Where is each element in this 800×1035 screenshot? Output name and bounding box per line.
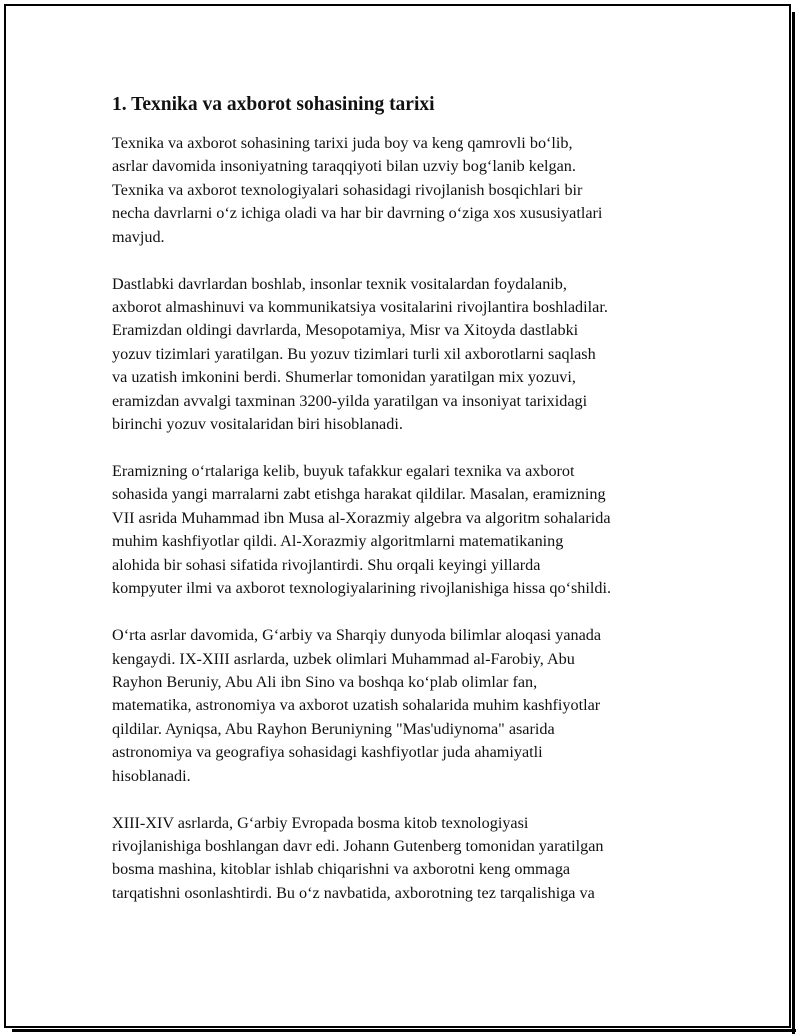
paragraph-3: Eramizning o‘rtalariga kelib, buyuk tafakkur egalari texnika va axborot sohasida yangi marralarni zabt etishga harakat qildilar. Masalan, eramizning VII asrida Muhammad ibn Musa al-Xorazmiy algebra va algoritm sohalarida muhim kashfiyotlar qildi. Al-Xorazmiy algoritmlarni matematikaning alohida bir sohasi sifatida rivojlantirdi. Shu orqali keyingi yillarda kompyuter ilmi va axborot texnologiyalarining rivojlanishiga hissa qo‘shildi.: [112, 462, 612, 598]
document-title: 1. Texnika va axborot sohasining tarixi: [112, 94, 435, 115]
document-body: [112, 90, 692, 929]
paragraph-1: Texnika va axborot sohasining tarixi juda boy va keng qamrovli bo‘lib, asrlar davomida insoniyatning taraqqiyoti bilan uzviy bog‘lanib kelgan. Texnika va axborot texnologiyalari sohasidagi rivojlanish bosqichlari bir necha davrlarni o‘z ichiga oladi va har bir davrning o‘ziga xos xususiyatlari mavjud.: [112, 134, 603, 246]
paragraph-2: Dastlabki davrlardan boshlab, insonlar texnik vositalardan foydalanib, axborot almashinuvi va kommunikatsiya vositalarini rivojlantira boshladilar. Eramizdan oldingi davrlarda, Mesopotamiya, Misr va Xitoyda dastlabki yozuv tizimlari yaratilgan. Bu yozuv tizimlari turli xil axborotlarni saqlash va uzatish imkonini berdi. Shumerlar tomonidan yaratilgan mix yozuvi, eramizdan avvalgi taxminan 3200-yilda yaratilgan va insoniyat tarixidagi birinchi yozuv vositalaridan biri hisoblanadi.: [112, 274, 608, 434]
paragraph-4: O‘rta asrlar davomida, G‘arbiy va Sharqiy dunyoda bilimlar aloqasi yanada kengaydi. IX-XIII asrlarda, uzbek olimlari Muhammad al-Farobiy, Abu Rayhon Beruniy, Abu Ali ibn Sino va boshqa ko‘plab olimlar fan, matematika, astronomiya va axborot uzatish sohalarida muhim kashfiyotlar qildilar. Ayniqsa, Abu Rayhon Beruniyning "Mas'udiynoma" asarida astronomiya va geografiya sohasidagi kashfiyotlar juda ahamiyatli hisoblanadi.: [112, 626, 602, 785]
paragraph-5: XIII-XIV asrlarda, G‘arbiy Evropada bosma kitob texnologiyasi rivojlanishiga boshlangan davr edi. Johann Gutenberg tomonidan yaratilgan bosma mashina, kitoblar ishlab chiqarishni va axborotni keng ommaga tarqatishni osonlashtirdi. Bu o‘z navbatida, axborotning tez tarqalishiga va: [112, 813, 604, 902]
